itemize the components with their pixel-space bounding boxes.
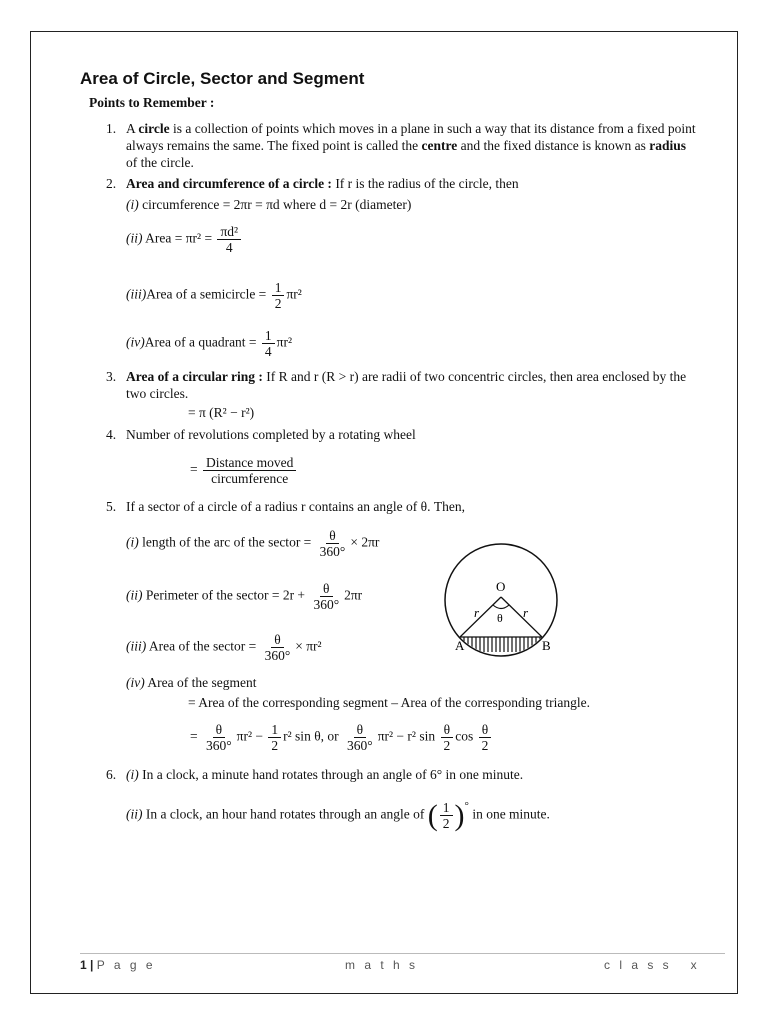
point-6-number: 6. xyxy=(106,767,117,782)
label-a: A xyxy=(455,638,465,653)
fraction: $\frac{\theta}{360^\circ}$ xyxy=(319,528,346,559)
point-5-text: If a sector of a circle of a radius r contains an angle of θ. Then, xyxy=(126,499,465,514)
point-3-line-1: Area of a circular ring : If R and r (R > r) are radii of two concentric circles, then area enclosed by the xyxy=(126,369,687,384)
point-2-iii: (iii)Area of a semicircle = $\frac{1}{2}$ πr² xyxy=(126,280,302,311)
label-r-left: r xyxy=(474,605,480,620)
point-4-formula: = $\frac{\text{Distance moved}}{\text{circumference}}$ xyxy=(190,455,298,486)
fraction: $\frac{\theta}{360^\circ}$ xyxy=(347,722,373,753)
footer-class: c l a s s x xyxy=(604,958,700,972)
point-3-number: 3. xyxy=(106,369,117,384)
point-5-ii: (ii) Perimeter of the sector = 2r + $\frac{\theta}{360^\circ}$ 2πr xyxy=(126,581,363,612)
point-2-number: 2. xyxy=(106,176,117,191)
point-2-iv: (iv)Area of a quadrant = $\frac{1}{4}$ πr² xyxy=(126,328,293,359)
point-6-ii: (ii) In a clock, an hour hand rotates through an angle of ( $\frac{1}{2}$ ) ° in one minute. xyxy=(126,798,550,832)
footer-divider xyxy=(80,953,725,954)
point-1-line-3: of the circle. xyxy=(126,155,194,170)
radius-ob xyxy=(501,597,542,637)
fraction: $\frac{\theta}{360^\circ}$ xyxy=(206,722,232,753)
point-5-iv: (iv) Area of the segment xyxy=(126,675,257,690)
angle-arc xyxy=(493,605,509,609)
point-2-heading: Area and circumference of a circle : If r is the radius of the circle, then xyxy=(126,176,519,191)
fraction: $\frac{1}{2}$ xyxy=(268,722,281,753)
sector-diagram xyxy=(440,540,570,660)
point-1-line-2: always remains the same. The fixed point is called the centre and the fixed distance is known as radius xyxy=(126,138,686,153)
footer-page: 1 | P a g e xyxy=(80,958,156,972)
point-1-number: 1. xyxy=(106,121,117,136)
label-theta: θ xyxy=(497,611,503,625)
point-3-formula: = π (R² − r²) xyxy=(188,405,255,420)
fraction: $\frac{\theta}{2}$ xyxy=(479,722,492,753)
fraction: $\frac{1}{2}$ xyxy=(272,280,285,311)
point-5-iv-line-2: = Area of the corresponding segment – Area of the corresponding triangle. xyxy=(188,695,590,710)
fraction: $\frac{\theta}{2}$ xyxy=(440,722,453,753)
power-fraction: ( $\frac{1}{2}$ ) ° xyxy=(427,798,469,832)
point-5-iv-formula: = $\frac{\theta}{360^\circ}$ πr² − $\frac{1}{2}$ r² sin θ, or $\frac{\theta}{360^\circ}$ πr² − r² sin $\frac{\theta}{2}$ cos $\frac{\theta}{2}$ xyxy=(190,722,493,753)
fraction: $\frac{\text{Distance moved}}{\text{circumference}}$ xyxy=(203,455,296,486)
label-r-right: r xyxy=(523,605,529,620)
point-4-number: 4. xyxy=(106,427,117,442)
fraction: $\frac{1}{2}$ xyxy=(440,800,453,831)
point-3-line-2: two circles. xyxy=(126,386,189,401)
fraction: $\frac{\theta}{360^\circ}$ xyxy=(264,632,291,663)
fraction: $\frac{1}{4}$ xyxy=(262,328,275,359)
fraction: $\frac{\theta}{360^\circ}$ xyxy=(313,581,340,612)
point-5-iii: (iii) Area of the sector = $\frac{\theta}{360^\circ}$ × πr² xyxy=(126,632,322,663)
label-b: B xyxy=(542,638,551,653)
point-5-number: 5. xyxy=(106,499,117,514)
point-6-i: (i) In a clock, a minute hand rotates through an angle of 6° in one minute. xyxy=(126,767,524,782)
point-4-text: Number of revolutions completed by a rotating wheel xyxy=(126,427,416,442)
label-o: O xyxy=(496,579,506,594)
section-subtitle: Points to Remember : xyxy=(89,95,215,110)
point-1-line-1: A circle is a collection of points which moves in a plane in such a way that its distance from a fixed point xyxy=(126,121,696,136)
radius-oa xyxy=(460,597,501,637)
footer-subject: m a t h s xyxy=(345,958,419,972)
point-2-ii: (ii) Area = πr² = $\frac{\text{πd²}}{4}$ xyxy=(126,224,243,255)
point-5-i: (i) length of the arc of the sector = $\frac{\theta}{360^\circ}$ × 2πr xyxy=(126,528,380,559)
fraction: $\frac{\text{πd²}}{4}$ xyxy=(217,224,241,255)
page-title: Area of Circle, Sector and Segment xyxy=(80,69,365,88)
point-2-i: (i) circumference = 2πr = πd where d = 2r (diameter) xyxy=(126,197,412,212)
